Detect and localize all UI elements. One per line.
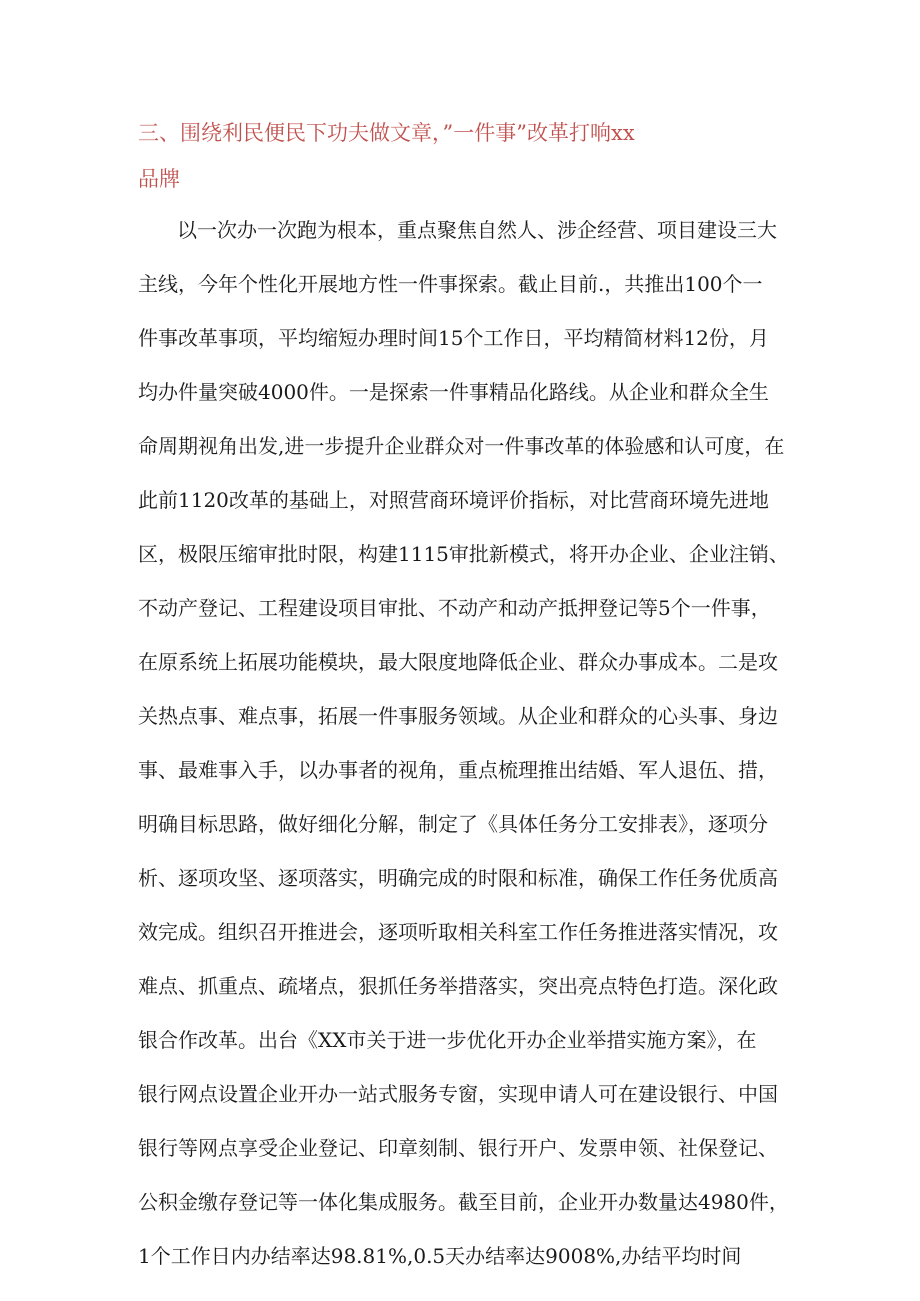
paragraph-line: 事、最难事入手，以办事者的视角，重点梳理推出结婚、军人退伍、措， (138, 758, 778, 782)
section-heading-line-1: 三、围绕利民便民下功夫做文章，”一件事”改革打响xx (138, 121, 635, 145)
paragraph-line: 析、逐项攻坚、逐项落实，明确完成的时限和标准，确保工作任务优质高 (138, 866, 778, 890)
paragraph-line: 关热点事、难点事，拓展一件事服务领域。从企业和群众的心头事、身边 (138, 704, 778, 728)
paragraph-line: 银行等网点享受企业登记、印章刻制、银行开户、发票申领、社保登记、 (138, 1136, 778, 1160)
paragraph-line: 效完成。组织召开推进会，逐项听取相关科室工作任务推进落实情况，攻 (138, 920, 778, 944)
section-heading (138, 110, 788, 202)
paragraph-line: 银行网点设置企业开办一站式服务专窗，实现申请人可在建设银行、中国 (138, 1082, 778, 1106)
paragraph-line: 银合作改革。出台《XX市关于进一步优化开办企业举措实施方案》，在 (138, 1028, 757, 1052)
paragraph-line: 难点、抓重点、疏堵点，狠抓任务举措落实，突出亮点特色打造。深化政 (138, 974, 778, 998)
paragraph-line: 以一次办一次跑为根本，重点聚焦自然人、涉企经营、项目建设三大 (177, 218, 777, 242)
paragraph-line: 不动产登记、工程建设项目审批、不动产和动产抵押登记等5个一件事， (138, 596, 771, 620)
section-heading-line-2: 品牌 (138, 167, 180, 191)
paragraph-line: 命周期视角出发,进一步提升企业群众对一件事改革的体验感和认可度，在 (138, 434, 785, 458)
paragraph-line: 公积金缴存登记等一体化集成服务。截至目前，企业开办数量达4980件， (138, 1190, 789, 1214)
paragraph-line: 区，极限压缩审批时限，构建1115审批新模式，将开办企业、企业注销、 (138, 542, 789, 566)
paragraph-line: 此前1120改革的基础上，对照营商环境评价指标，对比营商环境先进地 (138, 488, 769, 512)
paragraph-line: 1个工作日内办结率达98.81%,0.5天办结率达9008%,办结平均时间 (138, 1244, 742, 1268)
paragraph-line: 件事改革事项，平均缩短办理时间15个工作日，平均精简材料12份，月 (138, 326, 769, 350)
paragraph-line: 主线，今年个性化开展地方性一件事探索。截止目前.，共推出100个一 (138, 272, 763, 296)
paragraph-line: 均办件量突破4000件。一是探索一件事精品化路线。从企业和群众全生 (138, 380, 769, 404)
paragraph-line: 在原系统上拓展功能模块，最大限度地降低企业、群众办事成本。二是攻 (138, 650, 778, 674)
paragraph-line: 明确目标思路，做好细化分解，制定了《具体任务分工安排表》，逐项分 (138, 812, 768, 836)
